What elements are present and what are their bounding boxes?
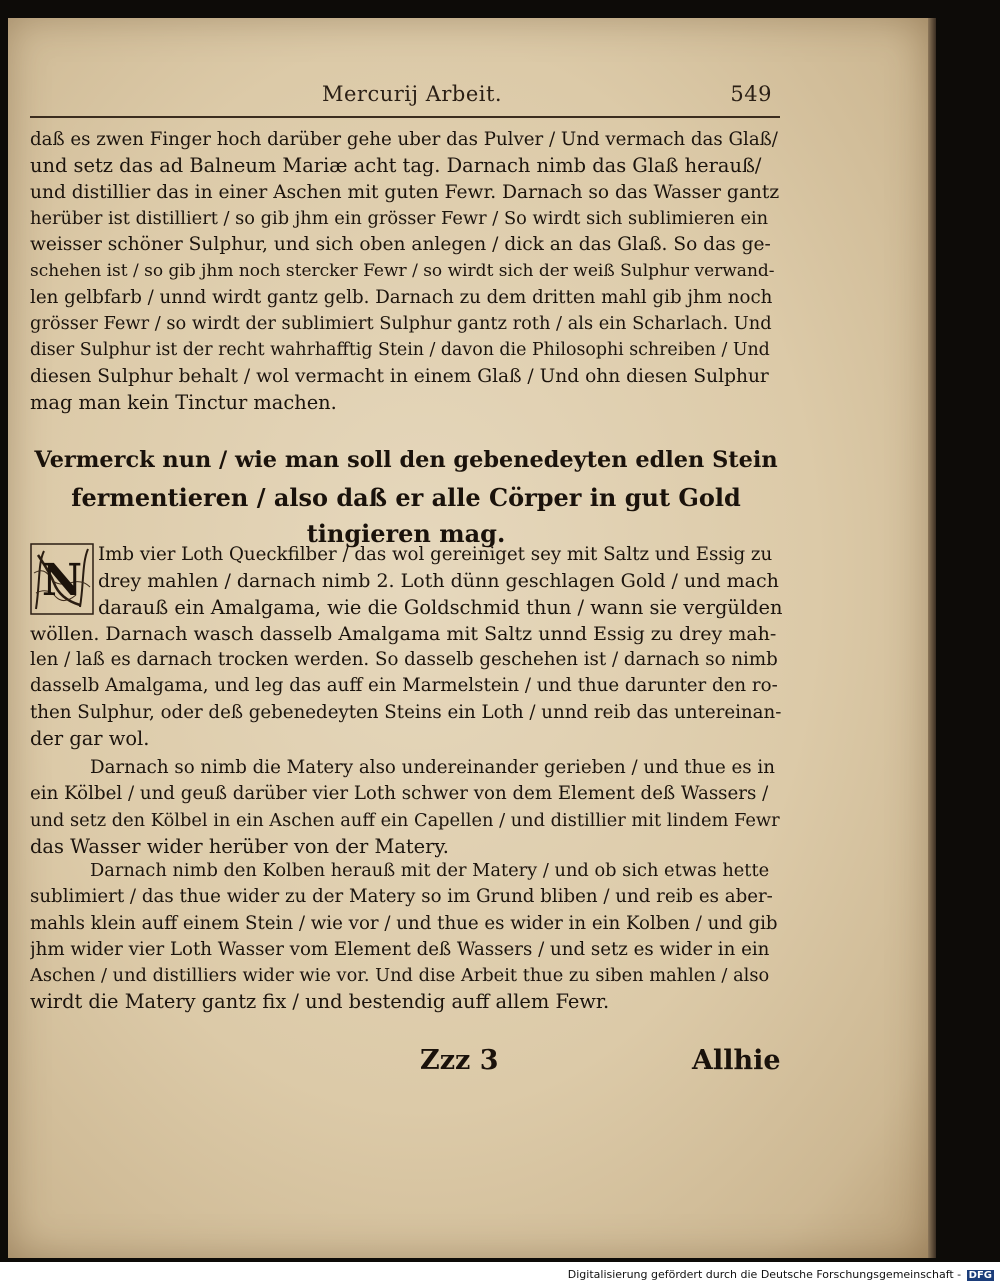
text-line: sublimiert / das thue wider zu der Matery so im Grund bliben / und reib es aber-	[30, 886, 773, 908]
text-line: len gelbfarb / unnd wirdt gantz gelb. Darnach zu dem dritten mahl gib jhm noch	[30, 286, 773, 308]
text-line: diesen Sulphur behalt / wol vermacht in einem Glaß / Und ohn diesen Sulphur	[30, 365, 769, 387]
text-line: herüber ist distilliert / so gib jhm ein grösser Fewr / So wirdt sich sublimieren ein	[30, 207, 769, 229]
paragraph-4	[30, 858, 782, 1016]
text-line: dasselb Amalgama, und leg das auff ein Marmelstein / und thue darunter den ro-	[30, 675, 778, 697]
heading-line: fermentieren / also daß er alle Cörper in gut Gold	[71, 483, 741, 512]
catchword: Allhie	[692, 1045, 781, 1076]
text-line: schehen ist / so gib jhm noch stercker Fewr / so wirdt sich der weiß Sulphur verwand-	[30, 261, 775, 282]
heading-line: tingieren mag.	[306, 519, 506, 548]
text-line: mag man kein Tinctur machen.	[30, 390, 337, 414]
text-line: Darnach so nimb die Matery also undereinander gerieben / und thue es in	[90, 757, 775, 778]
text-line: und setz den Kölbel in ein Aschen auff ein Capellen / und distillier mit lindem Fewr	[30, 809, 780, 831]
text-line: daß es zwen Finger hoch darüber gehe uber das Pulver / Und vermach das Glaß/	[30, 129, 778, 150]
text-line: der gar wol.	[30, 727, 150, 751]
text-line: grösser Fewr / so wirdt der sublimiert Sulphur gantz roth / als ein Scharlach. Und	[30, 313, 772, 335]
text-line: Imb vier Loth Queckfilber / das wol gereiniget sey mit Saltz und Essig zu	[98, 544, 773, 565]
text-line: wirdt die Matery gantz fix / und bestendig auff allem Fewr.	[30, 990, 610, 1014]
running-head-title: Mercurij Arbeit.	[322, 82, 503, 106]
text-line: und setz das ad Balneum Mariæ acht tag. Darnach nimb das Glaß herauß/	[30, 154, 762, 178]
text-line: und distillier das in einer Aschen mit guten Fewr. Darnach so das Wasser gantz	[30, 181, 780, 203]
paragraph-2	[30, 542, 782, 752]
text-line: then Sulphur, oder deß gebenedeyten Steins ein Loth / unnd reib das untereinan-	[30, 701, 782, 723]
digitization-footer	[568, 1268, 994, 1281]
paragraph-1	[30, 127, 782, 416]
text-line: diser Sulphur ist der recht wahrhafftig Stein / davon die Philosophi schreiben / Und	[30, 340, 770, 361]
text-line: drey mahlen / darnach nimb 2. Loth dünn geschlagen Gold / und mach	[98, 570, 779, 593]
text-line: wöllen. Darnach wasch dasselb Amalgama mit Saltz unnd Essig zu drey mah-	[30, 622, 777, 645]
header-rule	[30, 116, 780, 118]
signature-mark: Zzz 3	[420, 1045, 499, 1076]
footer-text: Digitalisierung gefördert durch die Deutsche Forschungsgemeinschaft -	[567, 1268, 962, 1281]
text-line: darauß ein Amalgama, wie die Goldschmid thun / wann sie vergülden	[98, 595, 782, 619]
text-line: weisser schöner Sulphur, und sich oben anlegen / dick an das Glaß. So das ge-	[30, 234, 771, 256]
text-line: jhm wider vier Loth Wasser vom Element deß Wassers / und setz es wider in ein	[30, 938, 770, 960]
paragraph-3	[30, 755, 782, 860]
running-head	[322, 82, 772, 112]
text-line: Aschen / und distilliers wider wie vor. Und dise Arbeit thue zu siben mahlen / also	[30, 965, 770, 987]
text-line: len / laß es darnach trocken werden. So dasselb geschehen ist / darnach so nimb	[30, 649, 778, 671]
page-edge	[928, 18, 936, 1258]
page-number: 549	[730, 82, 772, 106]
text-line: Darnach nimb den Kolben herauß mit der Matery / und ob sich etwas hette	[90, 860, 770, 881]
section-heading	[30, 440, 782, 552]
text-line: mahls klein auff einem Stein / wie vor / und thue es wider in ein Kolben / und gib	[30, 912, 778, 934]
text-line: ein Kölbel / und geuß darüber vier Loth schwer von dem Element deß Wassers /	[30, 783, 769, 805]
heading-line: Vermerck nun / wie man soll den gebenedeyten edlen Stein	[34, 447, 778, 473]
text-line: das Wasser wider herüber von der Matery.	[30, 834, 449, 858]
dfg-logo: DFG	[968, 1270, 992, 1281]
dropcap-letter: N	[41, 555, 83, 606]
